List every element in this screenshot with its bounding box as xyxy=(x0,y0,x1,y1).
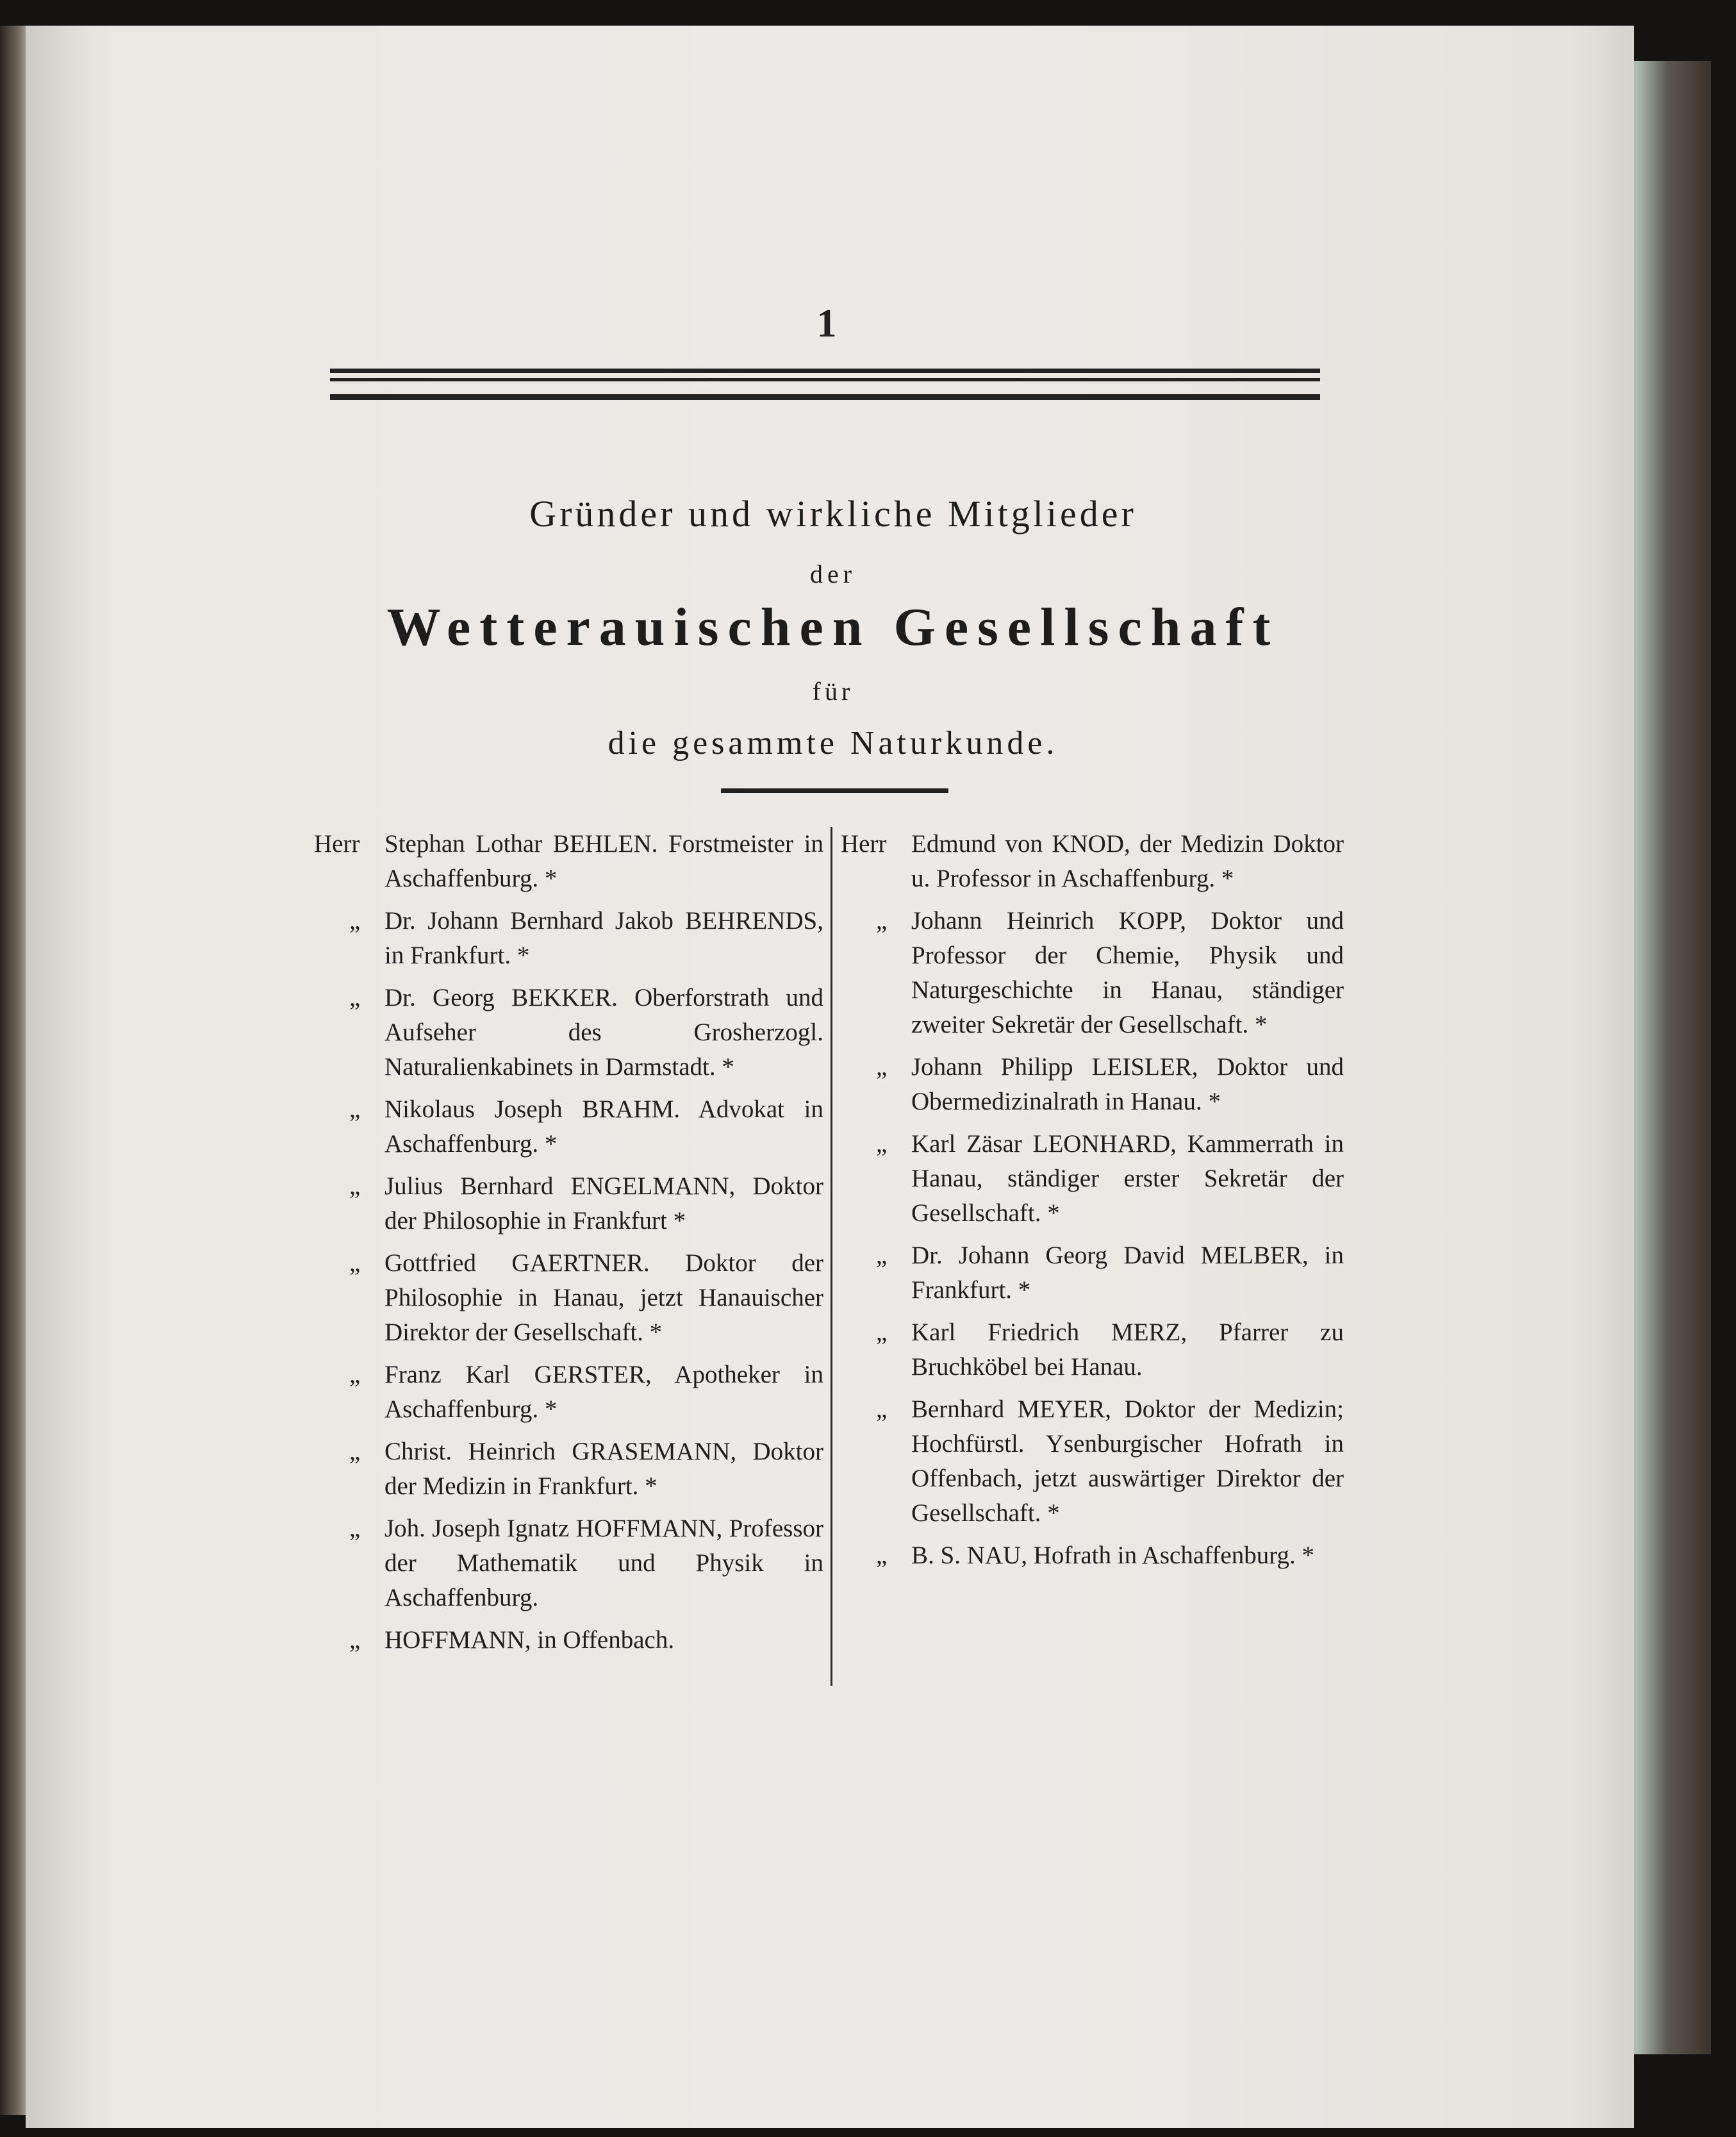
entry-marker: Herr xyxy=(314,830,360,858)
member-text: Nikolaus Joseph BRAHM. Advokat in Aschaffenburg. * xyxy=(384,1095,823,1158)
member-entry xyxy=(314,1511,823,1615)
member-entry xyxy=(841,1238,1344,1308)
page-gutter-shadow xyxy=(26,26,115,2128)
member-entry xyxy=(314,981,823,1085)
member-entry xyxy=(841,827,1344,896)
member-text: Karl Zäsar LEONHARD, Kammerrath in Hanau, ständiger erster Sekretär der Gesellschaft. * xyxy=(911,1130,1344,1227)
member-entry xyxy=(314,1092,823,1161)
entry-marker: „ xyxy=(876,907,888,935)
member-text: Edmund von KNOD, der Medizin Doktor u. Professor in Aschaffenburg. * xyxy=(911,830,1344,892)
members-column-right xyxy=(841,827,1344,1581)
member-text: Gottfried GAERTNER. Doktor der Philosophie in Hanau, jetzt Hanauischer Direktor der Gesellschaft. * xyxy=(384,1249,823,1346)
entry-marker: „ xyxy=(876,1130,888,1158)
title-line-naturkunde: die gesammte Naturkunde. xyxy=(608,725,1059,761)
member-text: Johann Philipp LEISLER, Doktor und Obermedizinalrath in Hanau. * xyxy=(911,1053,1344,1115)
member-entry xyxy=(841,1050,1344,1119)
page-number: 1 xyxy=(816,302,837,345)
entry-marker: „ xyxy=(876,1395,888,1423)
title-divider xyxy=(721,788,948,793)
member-text: HOFFMANN, in Offenbach. xyxy=(384,1626,675,1654)
member-text: Karl Friedrich MERZ, Pfarrer zu Bruchköbel bei Hanau. xyxy=(911,1318,1344,1381)
member-text: B. S. NAU, Hofrath in Aschaffenburg. * xyxy=(911,1542,1314,1569)
member-entry xyxy=(841,1538,1344,1573)
entry-marker: „ xyxy=(876,1242,888,1269)
member-text: Joh. Joseph Ignatz HOFFMANN, Professor der Mathematik und Physik in Aschaffenburg. xyxy=(384,1515,823,1611)
member-text: Christ. Heinrich GRASEMANN, Doktor der Medizin in Frankfurt. * xyxy=(384,1438,823,1500)
title-line-der: der xyxy=(809,560,857,588)
member-entry xyxy=(314,1358,823,1427)
member-entry xyxy=(314,1623,823,1658)
member-text: Dr. Johann Georg David MELBER, in Frankfurt. * xyxy=(911,1242,1344,1304)
entry-marker: „ xyxy=(349,984,361,1011)
column-divider xyxy=(831,827,832,1686)
title-line-founders: Gründer und wirkliche Mitglieder xyxy=(529,493,1137,535)
entry-marker: „ xyxy=(876,1318,888,1346)
title-line-fuer: für xyxy=(812,677,854,706)
header-rule xyxy=(330,369,1320,373)
member-text: Stephan Lothar BEHLEN. Forstmeister in Aschaffenburg. * xyxy=(384,830,823,892)
member-entry xyxy=(314,827,823,896)
member-entry xyxy=(314,904,823,973)
entry-marker: „ xyxy=(349,1515,361,1542)
member-text: Dr. Georg BEKKER. Oberforstrath und Aufseher des Grosherzogl. Naturalienkabinets in Darmstadt. * xyxy=(384,984,823,1081)
member-text: Franz Karl GERSTER, Apotheker in Aschaffenburg. * xyxy=(384,1361,823,1423)
entry-marker: „ xyxy=(349,1172,361,1200)
members-column-left xyxy=(314,827,823,1665)
member-entry xyxy=(841,1315,1344,1384)
header-rule xyxy=(330,394,1320,400)
entry-marker: „ xyxy=(349,907,361,935)
member-entry xyxy=(314,1246,823,1350)
entry-marker: „ xyxy=(349,1438,361,1465)
member-text: Dr. Johann Bernhard Jakob BEHRENDS, in Frankfurt. * xyxy=(384,907,823,969)
member-entry xyxy=(841,904,1344,1042)
entry-marker: „ xyxy=(349,1249,361,1277)
member-text: Julius Bernhard ENGELMANN, Doktor der Philosophie in Frankfurt * xyxy=(384,1172,823,1235)
member-text: Bernhard MEYER, Doktor der Medizin; Hochfürstl. Ysenburgischer Hofrath in Offenbach, jetzt auswärtiger Direktor der Gesellschaft. * xyxy=(911,1395,1344,1527)
entry-marker: „ xyxy=(876,1053,888,1081)
member-entry xyxy=(841,1127,1344,1231)
entry-marker: „ xyxy=(876,1542,888,1569)
entry-marker: „ xyxy=(349,1626,361,1654)
entry-marker: „ xyxy=(349,1095,361,1123)
entry-marker: „ xyxy=(349,1361,361,1388)
member-text: Johann Heinrich KOPP, Doktor und Professor der Chemie, Physik und Naturgeschichte in Hanau, ständiger zweiter Sekretär der Gesellschaft. * xyxy=(911,907,1344,1038)
member-entry xyxy=(314,1434,823,1504)
member-entry xyxy=(314,1169,823,1238)
title-society-name: Wetterauischen Gesellschaft xyxy=(386,597,1280,657)
entry-marker: Herr xyxy=(841,830,887,858)
member-entry xyxy=(841,1392,1344,1531)
header-rule xyxy=(330,378,1320,381)
